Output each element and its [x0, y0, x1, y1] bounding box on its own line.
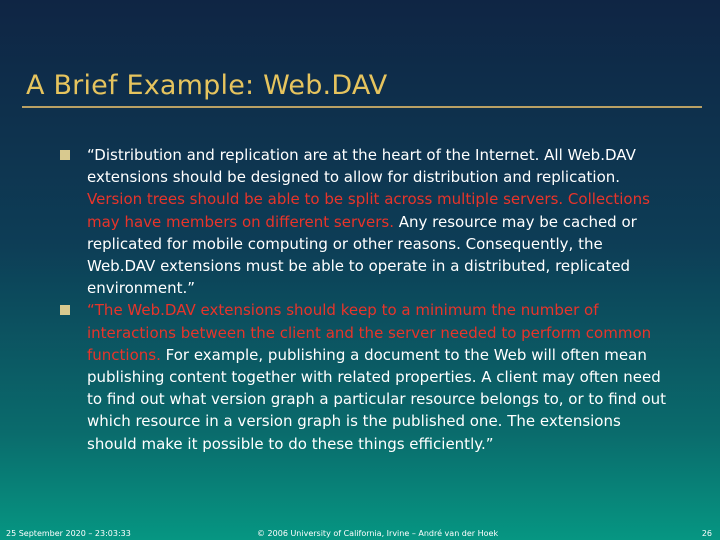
title-divider: [22, 106, 702, 108]
quote-text: For example, publishing a document to the Web will often mean publishing content together with related properties. A client may often need to find out what version graph a particular resource belongs to, or to find out which resource in a version graph is the published one. The extensions should make it possible to do these things efficiently.”: [87, 345, 667, 453]
bullet-text: [87, 301, 666, 452]
bullet-item-interactions: [60, 299, 675, 454]
quote-text: Any resource may be cached or replicated for mobile computing or other reasons. Consequently, the Web.DAV extensions must be able to operate in a distributed, replicated environment.”: [87, 212, 637, 298]
square-bullet-icon: [60, 150, 70, 160]
highlighted-quote-text: “The Web.DAV extensions should keep to a minimum the number of interactions between the client and the server needed to perform common functions.: [87, 301, 652, 364]
highlighted-quote-text: Version trees should be able to be split across multiple servers. Collections may have members on different servers.: [87, 190, 650, 231]
bullet-text: [87, 146, 650, 297]
footer-copyright: © 2006 University of California, Irvine – André van der Hoek: [257, 529, 499, 538]
footer-page-number: 26: [701, 529, 712, 538]
slide-title: A Brief Example: Web.DAV: [26, 70, 388, 101]
bullet-list: [60, 144, 675, 455]
quote-text: “Distribution and replication are at the heart of the Internet. All Web.DAV extensions should be designed to allow for distribution and replication.: [87, 146, 636, 187]
footer-date: 25 September 2020 – 23:03:33: [6, 529, 131, 538]
square-bullet-icon: [60, 305, 70, 315]
bullet-item-distribution: [60, 144, 675, 299]
